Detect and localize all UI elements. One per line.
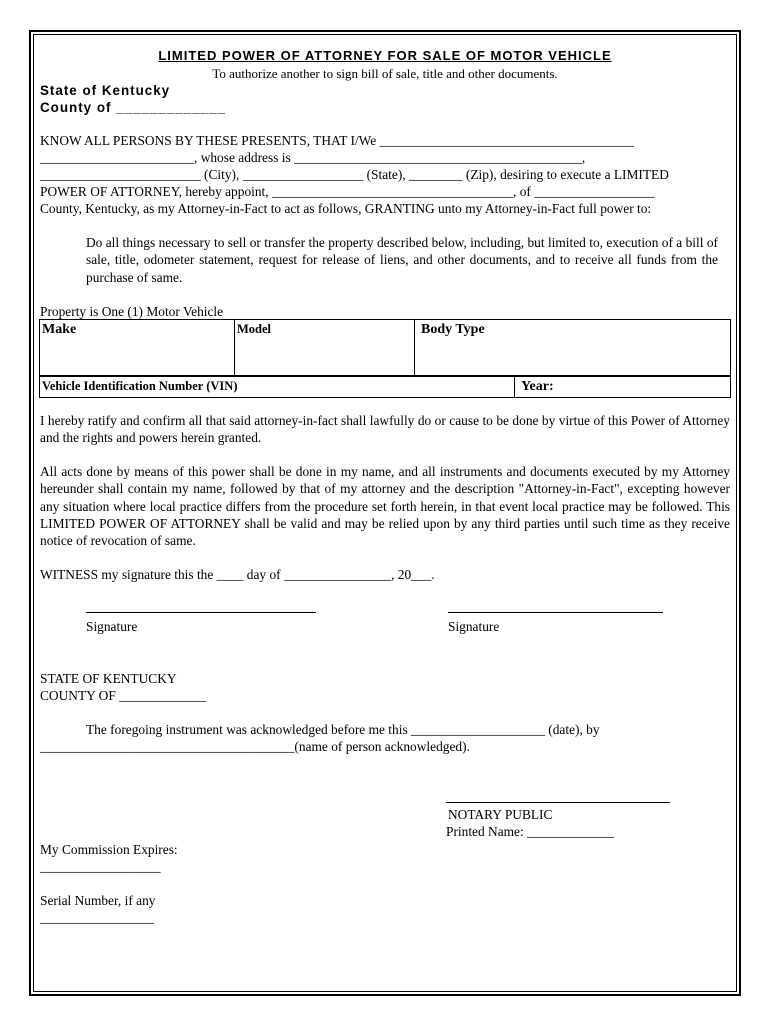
serial-number-label: Serial Number, if any	[40, 893, 156, 908]
intro-line-3: ________________________ (City), __________________ (State), ________ (Zip), desiring to execute a LIMITED	[40, 167, 669, 182]
acknowledgment-line-2: ______________________________________(name of person acknowledged).	[40, 739, 470, 754]
county-line: County of _____________	[40, 100, 227, 115]
vin-label: Vehicle Identification Number (VIN)	[42, 379, 238, 393]
notary-signature-line[interactable]	[446, 802, 670, 803]
document-subtitle: To authorize another to sign bill of sale, title and other documents.	[212, 66, 558, 81]
body-type-label: Body Type	[421, 322, 485, 337]
ratify-paragraph: I hereby ratify and confirm all that said attorney-in-fact shall lawfully do or cause to be done by virtue of this Power of Attorney and the rights and powers herein granted.	[40, 413, 730, 446]
serial-number-blank: _________________	[40, 910, 154, 925]
make-label: Make	[42, 322, 77, 337]
acknowledgment-line-1: The foregoing instrument was acknowledged before me this ____________________ (date), by	[86, 722, 600, 737]
property-label: Property is One (1) Motor Vehicle	[40, 304, 224, 319]
commission-expires-label: My Commission Expires:	[40, 842, 178, 857]
vin-cell[interactable]	[40, 377, 515, 398]
vin-table	[39, 376, 731, 398]
signature-label-left: Signature	[86, 619, 138, 634]
year-label: Year:	[521, 379, 554, 394]
notary-public-label: NOTARY PUBLIC	[448, 807, 553, 822]
notary-state: STATE OF KENTUCKY	[40, 671, 177, 686]
notary-county: COUNTY OF _____________	[40, 688, 207, 703]
intro-line-4: POWER OF ATTORNEY, hereby appoint, ____________________________________, of __________________	[40, 184, 655, 199]
commission-expires-blank: __________________	[40, 859, 161, 874]
powers-paragraph: Do all things necessary to sell or transfer the property described below, including, but limited to, execution of a bill of sale, title, odometer statement, request for release of liens, and other documents, and to receive all funds from the purchase of same.	[86, 235, 718, 285]
signature-line-left[interactable]	[86, 612, 316, 613]
document-title: LIMITED POWER OF ATTORNEY FOR SALE OF MOTOR VEHICLE	[158, 48, 612, 63]
printed-name-label: Printed Name: _____________	[446, 824, 615, 839]
state-line: State of Kentucky	[40, 83, 171, 98]
witness-line: WITNESS my signature this the ____ day of ________________, 20___.	[40, 567, 435, 582]
intro-line-5: County, Kentucky, as my Attorney-in-Fact to act as follows, GRANTING unto my Attorney-in-Fact full power to:	[40, 201, 652, 216]
make-cell[interactable]	[40, 320, 235, 376]
body-type-cell[interactable]	[415, 320, 731, 376]
year-cell[interactable]	[515, 377, 731, 398]
model-cell[interactable]	[235, 320, 415, 376]
signature-label-right: Signature	[448, 619, 500, 634]
model-label: Model	[237, 322, 272, 336]
signature-line-right[interactable]	[448, 612, 663, 613]
intro-line-2: _______________________, whose address is ___________________________________________,	[40, 150, 586, 165]
intro-line-1: KNOW ALL PERSONS BY THESE PRESENTS, THAT I/We ______________________________________	[40, 133, 634, 148]
vehicle-table	[39, 319, 731, 376]
acts-paragraph: All acts done by means of this power shall be done in my name, and all instruments and documents executed by my Attorney hereunder shall contain my name, followed by that of my attorney and the description "Attorney-in-Fact", excepting however any situation where local practice differs from the procedure set forth herein, in that event local practice may be followed. This LIMITED POWER OF ATTORNEY shall be valid and may be relied upon by any third parties until such time as they receive notice of revocation of same.	[40, 464, 730, 549]
